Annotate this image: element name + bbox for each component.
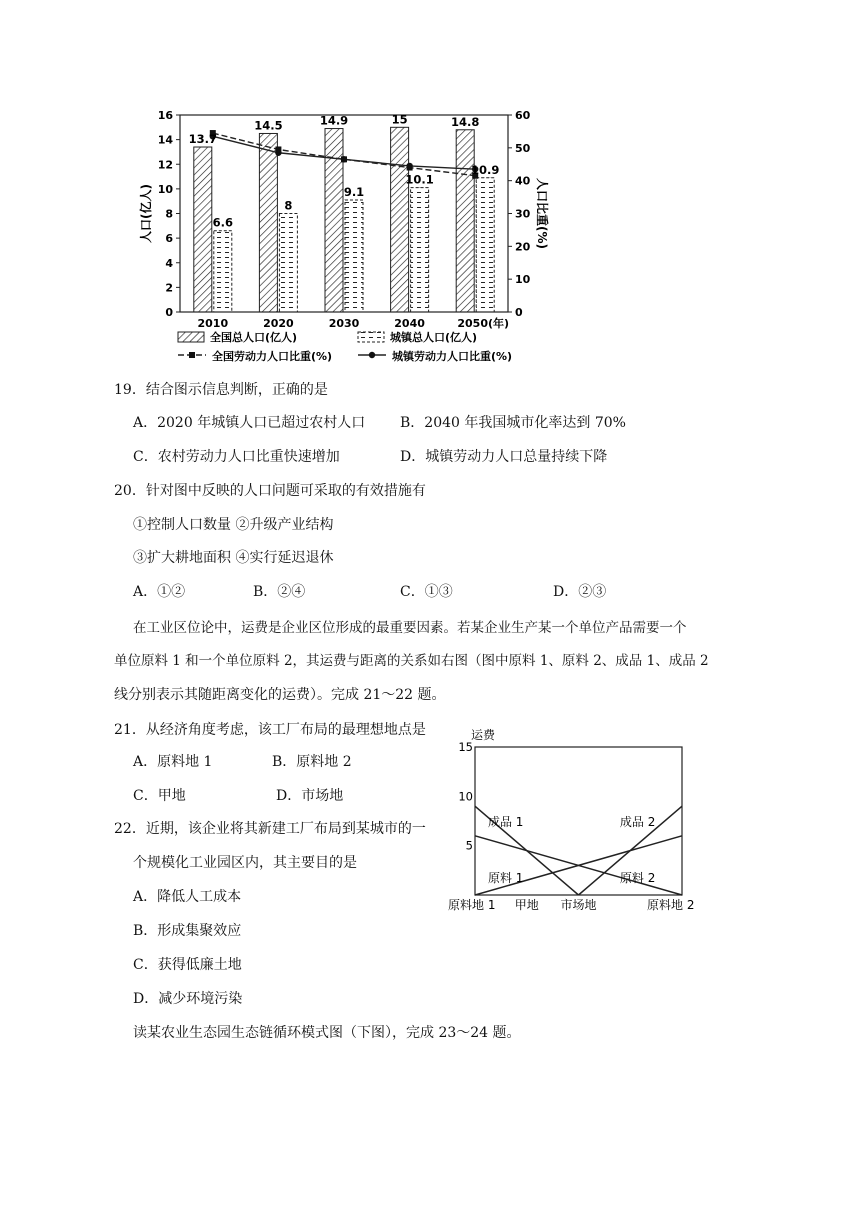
q22-option-d: D．减少环境污染 [133,991,243,1007]
bar-total-population [325,129,343,312]
bar-urban-population [214,231,232,312]
q20-option-c: C．①③ [400,584,453,600]
series-annotation: 成品 2 [619,814,656,829]
q20-stem: 20．针对图中反映的人口问题可采取的有效措施有 [114,483,426,499]
legend-marker-urban [369,352,375,358]
y-tick-label: 0 [165,306,173,319]
y2-axis-label: 人口比重(%) [535,178,549,249]
x-tick-label: 原料地 1 [448,898,496,912]
q21-option-d: D．市场地 [276,788,344,804]
legend-swatch-urban [358,332,384,342]
y-tick-label: 10 [157,182,173,196]
q22-option-b: B．形成集聚效应 [133,923,242,939]
bar-total-label: 15 [391,112,408,127]
y-tick-label: 14 [157,133,173,147]
y-tick-label: 10 [458,789,473,804]
x-tick-label: 市场地 [560,898,597,912]
x-tick-label: 2050(年) [457,317,510,330]
q21-option-c: C．甲地 [133,788,186,804]
point-urban-labor-share [406,163,412,169]
x-tick-label: 2010 [197,317,229,330]
legend-marker-national [189,352,195,358]
y-tick-label: 16 [157,109,173,122]
x-tick-label: 甲地 [514,898,539,912]
y-tick-label: 15 [458,740,473,754]
q19-option-b: B．2040 年我国城市化率达到 70% [400,415,626,431]
y2-tick-label: 50 [515,141,531,155]
legend-label-total: 全国总人口(亿人) [210,331,298,344]
q20-option-b: B．②④ [253,584,306,600]
x-tick-label: 2020 [263,317,294,330]
q20-statements-2: ③扩大耕地面积 ④实行延迟退休 [133,550,334,566]
x-tick-label: 原料地 2 [647,898,695,912]
y-tick-label: 6 [165,232,173,246]
q19-option-a: A．2020 年城镇人口已超过农村人口 [133,415,366,431]
q22-option-a: A．降低人工成本 [133,889,242,905]
bar-total-population [456,130,474,312]
bar-urban-label: 9.1 [343,184,365,199]
y2-tick-label: 30 [515,207,531,221]
series-annotation: 原料 1 [487,871,524,886]
q20-option-a: A．①② [133,584,186,600]
x-tick-label: 2030 [328,317,360,330]
q21-option-a: A．原料地 1 [133,754,213,770]
y-tick-label: 5 [465,838,473,853]
y-axis-label: 人口(亿人) [139,184,153,243]
transport-cost-chart [440,725,720,915]
y-axis-label: 运费 [471,728,496,742]
y-tick-label: 4 [165,256,173,270]
bar-total-label: 13.7 [188,132,217,147]
y2-tick-label: 20 [515,240,531,254]
intro-23-24: 读某农业生态园生态链循环模式图（下图），完成 23～24 题。 [133,1025,521,1041]
bar-total-population [194,147,212,312]
y2-tick-label: 10 [515,273,531,287]
bar-urban-population [345,200,363,312]
q22-stem-line1: 22．近期，该企业将其新建工厂布局到某城市的一 [114,821,426,837]
bar-total-label: 14.8 [451,114,480,129]
line-urban-labor-share [213,136,475,169]
q19-option-d: D．城镇劳动力人口总量持续下降 [400,449,608,465]
legend-swatch-total [178,332,204,342]
q20-statements-1: ①控制人口数量 ②升级产业结构 [133,517,334,533]
q21-stem: 21．从经济角度考虑，该工厂布局的最理想地点是 [114,722,426,738]
point-urban-labor-share [341,156,347,162]
bar-total-population [391,127,409,312]
bar-urban-label: 8 [284,198,293,213]
q21-option-b: B．原料地 2 [272,754,352,770]
series-annotation: 成品 1 [487,814,524,829]
q22-stem-line2: 个规模化工业园区内，其主要目的是 [133,855,357,871]
y2-tick-label: 0 [515,306,523,319]
bar-total-population [259,133,277,312]
q19-option-c: C．农村劳动力人口比重快速增加 [133,449,340,465]
q22-option-c: C．获得低廉土地 [133,957,242,973]
bar-urban-label: 10.9 [471,162,500,177]
bar-urban-population [476,178,494,312]
series-annotation: 原料 2 [619,871,656,886]
intro-21-22-line1: 在工业区位论中，运费是企业区位形成的最重要因素。若某企业生产某一个单位产品需要一个 [133,620,687,636]
line-national-labor-share [213,133,475,176]
q19-stem: 19．结合图示信息判断，正确的是 [114,382,328,398]
bar-urban-population [279,214,297,313]
population-chart [120,100,549,375]
x-tick-label: 2040 [394,317,425,330]
intro-21-22-line2: 单位原料 1 和一个单位原料 2，其运费与距离的关系如右图（图中原料 1、原料 2、成品 1、成品 2 [114,653,709,669]
y-tick-label: 12 [157,158,173,172]
legend-label-urban: 城镇总人口(亿人) [390,331,478,344]
bar-total-label: 14.5 [254,118,283,133]
y2-tick-label: 40 [515,174,531,188]
bar-total-label: 14.9 [319,113,349,128]
legend-label-urban-line: 城镇劳动力人口比重(%) [392,350,513,363]
y2-tick-label: 60 [515,109,531,122]
bar-urban-label: 10.1 [405,172,434,187]
bar-urban-population [411,188,429,312]
intro-21-22-line3: 线分别表示其随距离变化的运费）。完成 21～22 题。 [114,687,446,703]
point-urban-labor-share [275,150,281,156]
y-tick-label: 2 [165,281,173,295]
y-tick-label: 8 [165,207,173,221]
legend-label-national: 全国劳动力人口比重(%) [212,350,333,363]
bar-urban-label: 6.6 [212,215,233,230]
q20-option-d: D．②③ [553,584,607,600]
